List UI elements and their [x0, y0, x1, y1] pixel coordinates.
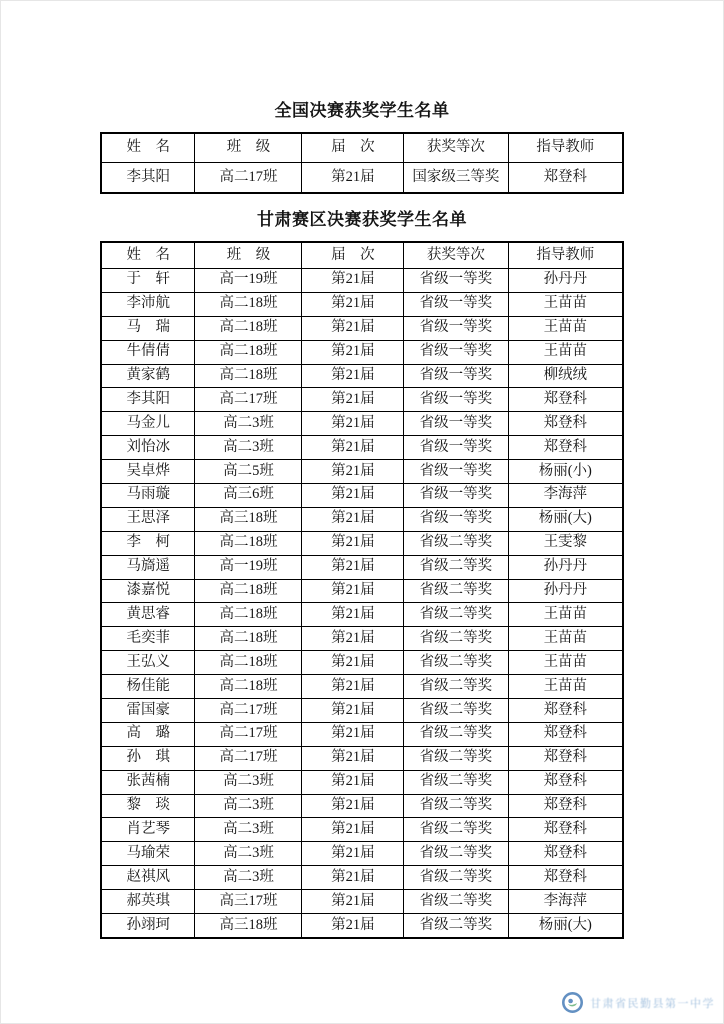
table-cell: 第21届 [302, 388, 404, 412]
table-cell: 马雨璇 [101, 484, 195, 508]
table-cell: 高三6班 [195, 484, 302, 508]
table-cell: 郑登科 [508, 770, 623, 794]
table-cell: 第21届 [302, 163, 404, 194]
table-cell: 王苗苗 [508, 651, 623, 675]
table-cell: 第21届 [302, 316, 404, 340]
table-row [101, 340, 623, 364]
table-cell: 高二17班 [195, 163, 302, 194]
table-cell: 漆嘉悦 [101, 579, 195, 603]
table-cell: 王苗苗 [508, 292, 623, 316]
table-cell: 省级一等奖 [404, 507, 508, 531]
table-cell: 高二18班 [195, 579, 302, 603]
table-cell: 第21届 [302, 675, 404, 699]
table-cell: 高一19班 [195, 269, 302, 293]
table-cell: 赵祺风 [101, 866, 195, 890]
table-cell: 郑登科 [508, 746, 623, 770]
table-cell: 郑登科 [508, 163, 623, 194]
table-cell: 王思泽 [101, 507, 195, 531]
table-cell: 郝英琪 [101, 890, 195, 914]
table-row [101, 163, 623, 194]
table-cell: 王苗苗 [508, 675, 623, 699]
table-cell: 李海萍 [508, 484, 623, 508]
table-cell: 第21届 [302, 651, 404, 675]
column-header: 姓 名 [101, 242, 195, 269]
table-cell: 省级一等奖 [404, 316, 508, 340]
table-cell: 王苗苗 [508, 603, 623, 627]
national-table-title: 全国决赛获奖学生名单 [274, 101, 450, 120]
table-cell: 孙丹丹 [508, 579, 623, 603]
table-row [101, 866, 623, 890]
school-watermark [562, 992, 715, 1013]
watermark-text: 甘肃省民勤县第一中学 [590, 997, 715, 1010]
table-cell: 高二17班 [195, 388, 302, 412]
table-cell: 省级二等奖 [404, 555, 508, 579]
table-cell: 省级二等奖 [404, 890, 508, 914]
table-cell: 高三17班 [195, 890, 302, 914]
table-cell: 高二3班 [195, 866, 302, 890]
table-cell: 李其阳 [101, 388, 195, 412]
table-cell: 省级二等奖 [404, 651, 508, 675]
table-cell: 郑登科 [508, 818, 623, 842]
table-cell: 高二3班 [195, 842, 302, 866]
column-header: 届 次 [302, 242, 404, 269]
table-cell: 第21届 [302, 269, 404, 293]
table-cell: 省级一等奖 [404, 460, 508, 484]
table-cell: 高二18班 [195, 603, 302, 627]
table-cell: 省级一等奖 [404, 436, 508, 460]
column-header: 指导教师 [508, 242, 623, 269]
table-cell: 第21届 [302, 603, 404, 627]
table-cell: 第21届 [302, 579, 404, 603]
table-cell: 高二17班 [195, 722, 302, 746]
table-cell: 第21届 [302, 460, 404, 484]
table-cell: 高三18班 [195, 914, 302, 938]
table-cell: 省级一等奖 [404, 269, 508, 293]
table-cell: 第21届 [302, 436, 404, 460]
table-cell: 省级二等奖 [404, 579, 508, 603]
table-row [101, 412, 623, 436]
table-row [101, 531, 623, 555]
table-cell: 郑登科 [508, 842, 623, 866]
table-cell: 肖艺琴 [101, 818, 195, 842]
table-cell: 李海萍 [508, 890, 623, 914]
table-cell: 第21届 [302, 722, 404, 746]
table-cell: 郑登科 [508, 866, 623, 890]
table-cell: 王苗苗 [508, 316, 623, 340]
table-cell: 牛倩倩 [101, 340, 195, 364]
table-cell: 省级二等奖 [404, 675, 508, 699]
table-cell: 郑登科 [508, 794, 623, 818]
table-cell: 杨佳能 [101, 675, 195, 699]
table-cell: 黄思睿 [101, 603, 195, 627]
table-cell: 省级二等奖 [404, 627, 508, 651]
table-row [101, 460, 623, 484]
table-row [101, 722, 623, 746]
table-cell: 郑登科 [508, 722, 623, 746]
table-cell: 李沛航 [101, 292, 195, 316]
table-row [101, 842, 623, 866]
table-cell: 第21届 [302, 866, 404, 890]
column-header: 姓 名 [101, 133, 195, 163]
table-row [101, 555, 623, 579]
table-cell: 高三18班 [195, 507, 302, 531]
table-cell: 高二3班 [195, 794, 302, 818]
table-cell: 省级二等奖 [404, 746, 508, 770]
column-header: 届 次 [302, 133, 404, 163]
table-row [101, 914, 623, 938]
table-cell: 雷国豪 [101, 699, 195, 723]
table-cell: 马金儿 [101, 412, 195, 436]
table-cell: 省级一等奖 [404, 292, 508, 316]
table-cell: 杨丽(大) [508, 507, 623, 531]
table-cell: 省级一等奖 [404, 388, 508, 412]
table-cell: 杨丽(小) [508, 460, 623, 484]
table-cell: 省级二等奖 [404, 699, 508, 723]
table-cell: 高二5班 [195, 460, 302, 484]
table-cell: 第21届 [302, 818, 404, 842]
table-row [101, 316, 623, 340]
table-cell: 王苗苗 [508, 340, 623, 364]
table-cell: 高二18班 [195, 675, 302, 699]
table-row [101, 770, 623, 794]
table-cell: 高二3班 [195, 412, 302, 436]
table-row [101, 794, 623, 818]
table-cell: 黎 琰 [101, 794, 195, 818]
table-cell: 第21届 [302, 914, 404, 938]
table-row [101, 627, 623, 651]
table-row [101, 507, 623, 531]
table-cell: 省级二等奖 [404, 914, 508, 938]
table-cell: 省级二等奖 [404, 770, 508, 794]
table-cell: 省级二等奖 [404, 722, 508, 746]
column-header: 获奖等次 [404, 133, 508, 163]
table-cell: 第21届 [302, 292, 404, 316]
column-header: 指导教师 [508, 133, 623, 163]
table-cell: 黄家鹤 [101, 364, 195, 388]
table-cell: 李 柯 [101, 531, 195, 555]
table-cell: 高二17班 [195, 746, 302, 770]
table-row [101, 818, 623, 842]
table-cell: 高二3班 [195, 436, 302, 460]
column-header: 班 级 [195, 242, 302, 269]
table-row [101, 699, 623, 723]
table-cell: 张茜楠 [101, 770, 195, 794]
table-cell: 高二18班 [195, 292, 302, 316]
school-emblem-icon [562, 992, 583, 1013]
table-cell: 第21届 [302, 364, 404, 388]
table-cell: 第21届 [302, 507, 404, 531]
table-row [101, 675, 623, 699]
table-row [101, 269, 623, 293]
table-cell: 孙丹丹 [508, 269, 623, 293]
gansu-awards-table [100, 241, 624, 939]
table-row [101, 388, 623, 412]
table-cell: 高二18班 [195, 627, 302, 651]
table-header-row [101, 133, 623, 163]
table-cell: 高二18班 [195, 340, 302, 364]
table-row [101, 484, 623, 508]
table-cell: 第21届 [302, 842, 404, 866]
table-cell: 省级一等奖 [404, 412, 508, 436]
table-cell: 省级二等奖 [404, 842, 508, 866]
table-cell: 省级二等奖 [404, 818, 508, 842]
table-cell: 高二18班 [195, 364, 302, 388]
table-cell: 第21届 [302, 890, 404, 914]
table-cell: 于 轩 [101, 269, 195, 293]
table-cell: 王雯黎 [508, 531, 623, 555]
table-cell: 第21届 [302, 746, 404, 770]
table-cell: 省级一等奖 [404, 364, 508, 388]
table-cell: 吴卓烨 [101, 460, 195, 484]
table-cell: 马瑜荣 [101, 842, 195, 866]
table-cell: 郑登科 [508, 436, 623, 460]
table-cell: 省级二等奖 [404, 794, 508, 818]
table-row [101, 292, 623, 316]
table-cell: 第21届 [302, 794, 404, 818]
table-row [101, 436, 623, 460]
table-cell: 王苗苗 [508, 627, 623, 651]
table-cell: 第21届 [302, 531, 404, 555]
table-cell: 第21届 [302, 412, 404, 436]
table-cell: 李其阳 [101, 163, 195, 194]
table-cell: 马旖遥 [101, 555, 195, 579]
table-row [101, 579, 623, 603]
table-row [101, 651, 623, 675]
table-cell: 郑登科 [508, 699, 623, 723]
table-cell: 第21届 [302, 627, 404, 651]
table-header-row [101, 242, 623, 269]
table-cell: 杨丽(大) [508, 914, 623, 938]
table-row [101, 746, 623, 770]
table-cell: 高二18班 [195, 316, 302, 340]
table-cell: 省级二等奖 [404, 531, 508, 555]
table-cell: 郑登科 [508, 412, 623, 436]
table-row [101, 603, 623, 627]
table-row [101, 890, 623, 914]
table-cell: 高 璐 [101, 722, 195, 746]
table-cell: 孙翊珂 [101, 914, 195, 938]
table-cell: 刘怡冰 [101, 436, 195, 460]
table-cell: 孙 琪 [101, 746, 195, 770]
table-cell: 省级二等奖 [404, 603, 508, 627]
table-cell: 第21届 [302, 699, 404, 723]
table-cell: 毛奕菲 [101, 627, 195, 651]
table-cell: 高二18班 [195, 531, 302, 555]
table-cell: 第21届 [302, 484, 404, 508]
national-awards-table [100, 132, 624, 194]
table-cell: 省级二等奖 [404, 866, 508, 890]
table-cell: 国家级三等奖 [404, 163, 508, 194]
column-header: 班 级 [195, 133, 302, 163]
table-cell: 高二3班 [195, 770, 302, 794]
table-cell: 柳绒绒 [508, 364, 623, 388]
table-cell: 高二3班 [195, 818, 302, 842]
gansu-table-title: 甘肃赛区决赛获奖学生名单 [257, 210, 467, 229]
table-cell: 高二17班 [195, 699, 302, 723]
table-cell: 高二18班 [195, 651, 302, 675]
table-cell: 马 瑞 [101, 316, 195, 340]
table-cell: 省级一等奖 [404, 484, 508, 508]
table-cell: 孙丹丹 [508, 555, 623, 579]
table-cell: 高一19班 [195, 555, 302, 579]
table-cell: 王弘义 [101, 651, 195, 675]
table-cell: 第21届 [302, 340, 404, 364]
table-cell: 省级一等奖 [404, 340, 508, 364]
table-row [101, 364, 623, 388]
column-header: 获奖等次 [404, 242, 508, 269]
table-cell: 第21届 [302, 555, 404, 579]
table-cell: 郑登科 [508, 388, 623, 412]
table-cell: 第21届 [302, 770, 404, 794]
